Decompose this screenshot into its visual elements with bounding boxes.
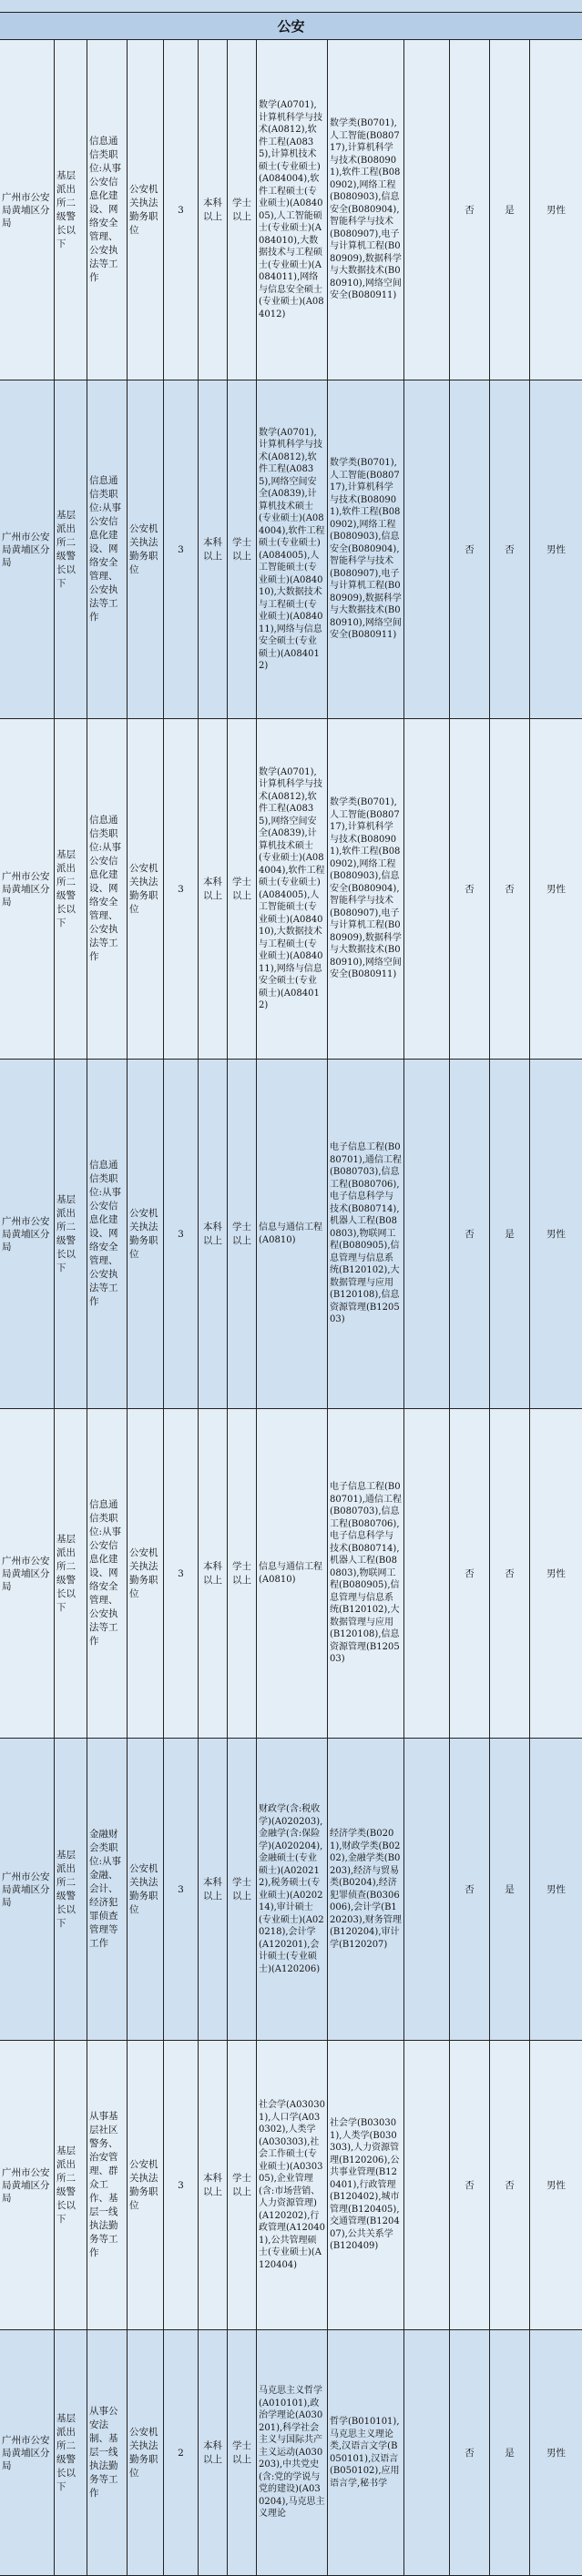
- requirement-cell-a-text: 否: [465, 1567, 475, 1579]
- table-row: [0, 719, 582, 1060]
- category-cell-text: 公安机关执法勤务职位: [129, 183, 158, 236]
- requirement-cell-a: [450, 1060, 490, 1408]
- department-cell-text: 基层派出所二级警长以下: [56, 509, 76, 589]
- count-cell-text: 3: [178, 2179, 184, 2191]
- requirement-cell-a: [450, 1409, 490, 1738]
- category-cell-text: 公安机关执法勤务职位: [129, 862, 158, 915]
- department-cell: [55, 380, 87, 718]
- unit-cell: [0, 1739, 55, 2040]
- requirement-cell-a: [450, 719, 490, 1059]
- education-cell-text: 本科以上: [203, 876, 222, 901]
- gender-cell: [530, 2041, 582, 2329]
- major-b-cell: [328, 1060, 404, 1408]
- degree-cell-text: 学士以上: [232, 197, 251, 222]
- extra-cell: [404, 1739, 450, 2040]
- requirement-cell-a: [450, 1739, 490, 2040]
- duty-cell-text: 信息通信类职位:从事公安信息化建设、网络安全管理、公安执法等工作: [89, 1160, 122, 1307]
- requirement-cell-a-text: 否: [465, 883, 475, 895]
- department-cell: [55, 1060, 87, 1408]
- duty-cell: [87, 380, 128, 718]
- gender-cell: [530, 40, 582, 380]
- duty-cell: [87, 40, 128, 380]
- requirement-cell-b: [490, 2330, 530, 2575]
- category-cell: [128, 1739, 164, 2040]
- extra-cell: [404, 719, 450, 1059]
- education-cell-text: 本科以上: [203, 536, 222, 562]
- duty-cell-text: 从事基层社区警务、治安管理、群众工作、基层一线执法勤务等工作: [89, 2111, 118, 2258]
- degree-cell: [228, 380, 257, 718]
- category-cell: [128, 719, 164, 1059]
- requirement-cell-a-text: 否: [465, 543, 475, 555]
- unit-cell: [0, 380, 55, 718]
- top-strip: [0, 0, 582, 13]
- category-cell-text: 公安机关执法勤务职位: [129, 2158, 158, 2211]
- education-cell: [199, 1409, 228, 1738]
- category-cell-text: 公安机关执法勤务职位: [129, 2426, 158, 2479]
- count-cell-text: 3: [178, 1883, 184, 1895]
- gender-cell-text: 男性: [546, 543, 566, 555]
- section-title: 公安: [277, 18, 305, 35]
- unit-cell-text: 广州市公安局黄埔区分局: [2, 2166, 50, 2204]
- table-body: [0, 40, 582, 2576]
- table-row: [0, 380, 582, 719]
- major-a-cell-text: 信息与通信工程(A0810): [259, 1562, 322, 1585]
- major-b-cell-text: 经济学类(B0201),财政学类(B0202),金融学类(B0203),经济与贸易类(B0204),经济犯罪侦查(B0306006),会计学(B120203),财务管理(B120204),审计学(B120207): [330, 1829, 402, 1950]
- count-cell-text: 3: [178, 204, 184, 216]
- duty-cell: [87, 1409, 128, 1738]
- degree-cell-text: 学士以上: [232, 2172, 251, 2197]
- unit-cell: [0, 2330, 55, 2575]
- table-row: [0, 2041, 582, 2330]
- duty-cell-text: 金融财会类职位:从事金融、会计、经济犯罪侦查管理等工作: [89, 1829, 122, 1949]
- unit-cell-text: 广州市公安局黄埔区分局: [2, 1215, 50, 1253]
- unit-cell-text: 广州市公安局黄埔区分局: [2, 1555, 50, 1592]
- gender-cell-text: 男性: [546, 1228, 566, 1240]
- degree-cell-text: 学士以上: [232, 1221, 251, 1246]
- requirement-cell-b-text: 否: [505, 543, 515, 555]
- requirement-cell-b: [490, 380, 530, 718]
- requirement-cell-b-text: 是: [505, 2447, 515, 2459]
- major-a-cell-text: 数学(A0701),计算机科学与技术(A0812),软件工程(A0835),网络空间安全(A0839),计算机技术硕士(专业硕士)(A084004),软件工程硕士(专业硕士)(A084005),人工智能硕士(专业硕士)(A084010),大数据技术与工程硕士(专业硕士)(A084011),网络与信息安全硕士(专业硕士)(A084012): [259, 766, 325, 1010]
- major-a-cell: [257, 719, 328, 1059]
- requirement-cell-b-text: 否: [505, 883, 515, 895]
- department-cell-text: 基层派出所二级警长以下: [56, 848, 76, 928]
- duty-cell: [87, 719, 128, 1059]
- degree-cell: [228, 719, 257, 1059]
- major-a-cell-text: 数学(A0701),计算机科学与技术(A0812),软件工程(A0835),计算机技术硕士(专业硕士)(A084004),软件工程硕士(专业硕士)(A084005),人工智能硕士(专业硕士)(A084010),大数据技术与工程硕士(专业硕士)(A084011),网络与信息安全硕士(专业硕士)(A084012): [259, 100, 324, 319]
- duty-cell: [87, 2330, 128, 2575]
- duty-cell-text: 信息通信类职位:从事公安信息化建设、网络安全管理、公安执法等工作: [89, 815, 122, 962]
- gender-cell: [530, 380, 582, 718]
- department-cell: [55, 719, 87, 1059]
- major-b-cell-text: 哲学(B010101),马克思主义理论类,汉语言文学(B050101),汉语言(B050102),应用语言学,秘书学: [330, 2417, 400, 2489]
- duty-cell: [87, 1739, 128, 2040]
- department-cell-text: 基层派出所二级警长以下: [56, 2412, 76, 2492]
- education-cell: [199, 2330, 228, 2575]
- count-cell: [164, 1409, 199, 1738]
- major-a-cell-text: 数学(A0701),计算机科学与技术(A0812),软件工程(A0835),网络空间安全(A0839),计算机技术硕士(专业硕士)(A084004),软件工程硕士(专业硕士)(A084005),人工智能硕士(专业硕士)(A084010),大数据技术与工程硕士(专业硕士)(A084011),网络与信息安全硕士(专业硕士)(A084012): [259, 427, 325, 671]
- degree-cell: [228, 2330, 257, 2575]
- extra-cell: [404, 2041, 450, 2329]
- major-a-cell-text: 财政学(含:税收学)(A020203),金融学(含:保险学)(A020204),金融硕士(专业硕士)(A020212),税务硕士(专业硕士)(A020214),审计硕士(专业硕士)(A020218),会计学(A120201),会计硕士(专业硕士)(A120206): [259, 1804, 324, 1974]
- requirement-cell-a: [450, 40, 490, 380]
- duty-cell-text: 从事公安法制、基层一线执法勤务等工作: [89, 2406, 118, 2499]
- gender-cell-text: 男性: [546, 2447, 566, 2459]
- major-b-cell: [328, 2330, 404, 2575]
- major-a-cell: [257, 1060, 328, 1408]
- count-cell: [164, 2330, 199, 2575]
- duty-cell-text: 信息通信类职位:从事公安信息化建设、网络安全管理、公安执法等工作: [89, 136, 122, 283]
- department-cell-text: 基层派出所二级警长以下: [56, 1849, 76, 1929]
- major-b-cell: [328, 1409, 404, 1738]
- extra-cell: [404, 2330, 450, 2575]
- major-a-cell: [257, 2330, 328, 2575]
- degree-cell-text: 学士以上: [232, 876, 251, 901]
- education-cell: [199, 380, 228, 718]
- unit-cell: [0, 40, 55, 380]
- count-cell-text: 3: [178, 1567, 184, 1579]
- unit-cell: [0, 1060, 55, 1408]
- table-row: [0, 1060, 582, 1409]
- major-b-cell: [328, 1739, 404, 2040]
- major-b-cell-text: 数学类(B0701),人工智能(B080717),计算机科学与技术(B080901),软件工程(B080902),网络工程(B080903),信息安全(B080904),智能科学与技术(B080907),电子与计算机工程(B080909),数据科学与大数据技术(B080910),网络空间安全(B080911): [330, 118, 402, 301]
- category-cell-text: 公安机关执法勤务职位: [129, 522, 158, 575]
- requirement-cell-b-text: 是: [505, 204, 515, 216]
- major-b-cell-text: 社会学(B030301),人类学(B030303),人力资源管理(B120206),公共事业管理(B120401),行政管理(B120402),城市管理(B120405),交通管理(B120407),公共关系学(B120409): [330, 2118, 400, 2252]
- education-cell-text: 本科以上: [203, 1560, 222, 1586]
- extra-cell: [404, 380, 450, 718]
- major-b-cell-text: 数学类(B0701),人工智能(B080717),计算机科学与技术(B080901),软件工程(B080902),网络工程(B080903),信息安全(B080904),智能科学与技术(B080907),电子与计算机工程(B080909),数据科学与大数据技术(B080910),网络空间安全(B080911): [330, 797, 402, 980]
- degree-cell: [228, 2041, 257, 2329]
- major-b-cell-text: 电子信息工程(B080701),通信工程(B080703),信息工程(B080706),电子信息科学与技术(B080714),机器人工程(B080803),物联网工程(B080905),信息管理与信息系统(B120102),大数据管理与应用(B120108),信息资源管理(B120503): [330, 1482, 402, 1665]
- requirement-cell-b: [490, 1739, 530, 2040]
- category-cell: [128, 380, 164, 718]
- unit-cell-text: 广州市公安局黄埔区分局: [2, 870, 50, 908]
- requirement-cell-b-text: 是: [505, 1883, 515, 1895]
- major-a-cell: [257, 1409, 328, 1738]
- department-cell-text: 基层派出所二级警长以下: [56, 1193, 76, 1273]
- category-cell-text: 公安机关执法勤务职位: [129, 1207, 158, 1260]
- department-cell: [55, 2041, 87, 2329]
- count-cell-text: 2: [178, 2447, 184, 2459]
- gender-cell: [530, 1739, 582, 2040]
- requirement-cell-b-text: 是: [505, 1228, 515, 1240]
- count-cell-text: 3: [178, 883, 184, 895]
- requirement-cell-a-text: 否: [465, 1228, 475, 1240]
- major-a-cell-text: 信息与通信工程(A0810): [259, 1222, 322, 1245]
- department-cell: [55, 1739, 87, 2040]
- education-cell-text: 本科以上: [203, 1221, 222, 1246]
- degree-cell: [228, 1060, 257, 1408]
- education-cell: [199, 719, 228, 1059]
- major-a-cell-text: 马克思主义哲学(A010101),政治学理论(A030201),科学社会主义与国际共产主义运动(A030203),中共党史(含:党的学说与党的建设)(A030204),马克思主义理论: [259, 2386, 325, 2520]
- count-cell: [164, 1060, 199, 1408]
- requirement-cell-a-text: 否: [465, 2447, 475, 2459]
- requirement-cell-b: [490, 1409, 530, 1738]
- count-cell: [164, 719, 199, 1059]
- category-cell-text: 公安机关执法勤务职位: [129, 1862, 158, 1915]
- count-cell: [164, 2041, 199, 2329]
- education-cell: [199, 1739, 228, 2040]
- requirement-cell-b-text: 否: [505, 1567, 515, 1579]
- duty-cell-text: 信息通信类职位:从事公安信息化建设、网络安全管理、公安执法等工作: [89, 475, 122, 623]
- education-cell-text: 本科以上: [203, 2172, 222, 2197]
- unit-cell: [0, 2041, 55, 2329]
- unit-cell-text: 广州市公安局黄埔区分局: [2, 531, 50, 568]
- count-cell: [164, 1739, 199, 2040]
- education-cell-text: 本科以上: [203, 2439, 222, 2465]
- requirement-cell-a: [450, 2330, 490, 2575]
- category-cell: [128, 2330, 164, 2575]
- requirement-cell-a-text: 否: [465, 2179, 475, 2191]
- count-cell-text: 3: [178, 1228, 184, 1240]
- duty-cell: [87, 1060, 128, 1408]
- department-cell-text: 基层派出所二级警长以下: [56, 2145, 76, 2225]
- major-b-cell: [328, 719, 404, 1059]
- gender-cell-text: 男性: [546, 2179, 566, 2191]
- education-cell-text: 本科以上: [203, 1876, 222, 1902]
- table-row: [0, 1409, 582, 1739]
- degree-cell-text: 学士以上: [232, 1876, 251, 1902]
- unit-cell: [0, 1409, 55, 1738]
- major-b-cell: [328, 2041, 404, 2329]
- degree-cell-text: 学士以上: [232, 536, 251, 562]
- department-cell-text: 基层派出所二级警长以下: [56, 169, 76, 249]
- degree-cell-text: 学士以上: [232, 1560, 251, 1586]
- category-cell: [128, 2041, 164, 2329]
- requirement-cell-b: [490, 2041, 530, 2329]
- major-b-cell: [328, 40, 404, 380]
- table-row: [0, 1739, 582, 2041]
- department-cell: [55, 40, 87, 380]
- category-cell: [128, 40, 164, 380]
- education-cell: [199, 1060, 228, 1408]
- category-cell: [128, 1060, 164, 1408]
- major-a-cell: [257, 380, 328, 718]
- section-header: [0, 13, 582, 40]
- duty-cell-text: 信息通信类职位:从事公安信息化建设、网络安全管理、公安执法等工作: [89, 1499, 122, 1647]
- major-a-cell: [257, 1739, 328, 2040]
- gender-cell-text: 男性: [546, 1883, 566, 1895]
- degree-cell-text: 学士以上: [232, 2439, 251, 2465]
- table-row: [0, 2330, 582, 2576]
- education-cell: [199, 2041, 228, 2329]
- unit-cell: [0, 719, 55, 1059]
- major-a-cell: [257, 40, 328, 380]
- major-a-cell: [257, 2041, 328, 2329]
- department-cell-text: 基层派出所二级警长以下: [56, 1533, 76, 1613]
- degree-cell: [228, 40, 257, 380]
- gender-cell-text: 男性: [546, 1567, 566, 1579]
- major-b-cell-text: 电子信息工程(B080701),通信工程(B080703),信息工程(B080706),电子信息科学与技术(B080714),机器人工程(B080803),物联网工程(B080905),信息管理与信息系统(B120102),大数据管理与应用(B120108),信息资源管理(B120503): [330, 1142, 402, 1325]
- requirement-cell-b-text: 否: [505, 2179, 515, 2191]
- requirement-cell-b: [490, 40, 530, 380]
- gender-cell: [530, 2330, 582, 2575]
- education-cell-text: 本科以上: [203, 197, 222, 222]
- extra-cell: [404, 1409, 450, 1738]
- degree-cell: [228, 1739, 257, 2040]
- count-cell: [164, 40, 199, 380]
- category-cell-text: 公安机关执法勤务职位: [129, 1547, 158, 1599]
- gender-cell: [530, 1060, 582, 1408]
- degree-cell: [228, 1409, 257, 1738]
- gender-cell: [530, 719, 582, 1059]
- requirement-cell-b: [490, 719, 530, 1059]
- extra-cell: [404, 1060, 450, 1408]
- requirement-cell-a: [450, 380, 490, 718]
- gender-cell: [530, 1409, 582, 1738]
- unit-cell-text: 广州市公安局黄埔区分局: [2, 1871, 50, 1908]
- requirement-cell-a: [450, 2041, 490, 2329]
- extra-cell: [404, 40, 450, 380]
- category-cell: [128, 1409, 164, 1738]
- count-cell: [164, 380, 199, 718]
- gender-cell-text: 男性: [546, 883, 566, 895]
- major-b-cell: [328, 380, 404, 718]
- count-cell-text: 3: [178, 543, 184, 555]
- unit-cell-text: 广州市公安局黄埔区分局: [2, 191, 50, 228]
- duty-cell: [87, 2041, 128, 2329]
- requirement-cell-a-text: 否: [465, 204, 475, 216]
- department-cell: [55, 1409, 87, 1738]
- gender-cell-text: 男性: [546, 204, 566, 216]
- requirement-cell-a-text: 否: [465, 1883, 475, 1895]
- major-b-cell-text: 数学类(B0701),人工智能(B080717),计算机科学与技术(B080901),软件工程(B080902),网络工程(B080903),信息安全(B080904),智能科学与技术(B080907),电子与计算机工程(B080909),数据科学与大数据技术(B080910),网络空间安全(B080911): [330, 458, 402, 641]
- table-row: [0, 40, 582, 380]
- unit-cell-text: 广州市公安局黄埔区分局: [2, 2434, 50, 2471]
- major-a-cell-text: 社会学(A030301),人口学(A030302),人类学(A030303),社会工作硕士(专业硕士)(A030305),企业管理(含:市场营销、人力资源管理)(A120202),行政管理(A120401),公共管理硕士(专业硕士)(A120404): [259, 2100, 325, 2270]
- education-cell: [199, 40, 228, 380]
- department-cell: [55, 2330, 87, 2575]
- requirement-cell-b: [490, 1060, 530, 1408]
